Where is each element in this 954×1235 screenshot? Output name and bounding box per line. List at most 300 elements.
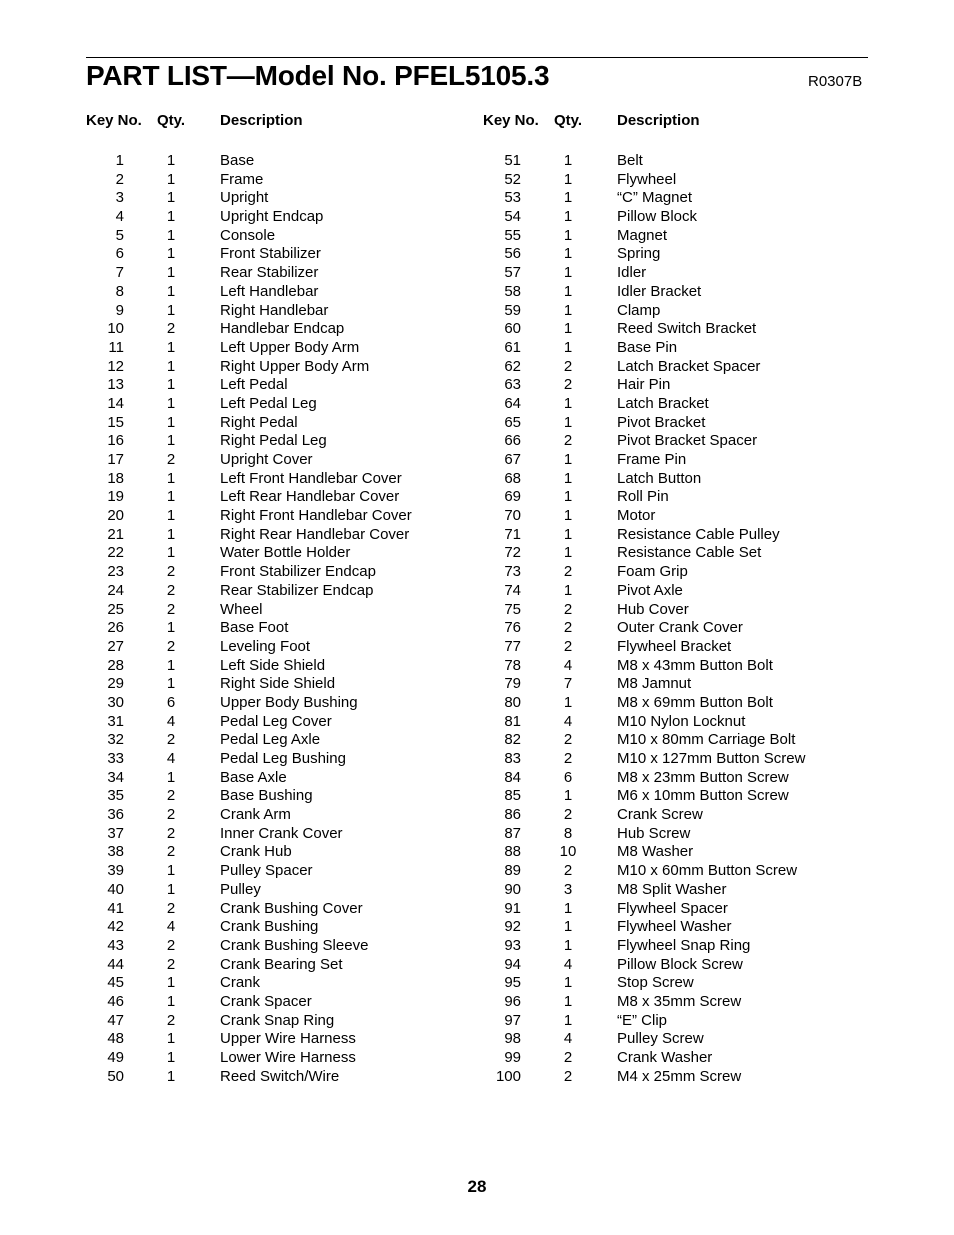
key-no-header: Key No. [86,112,142,129]
part-description: Crank Spacer [220,992,312,1010]
part-description: “E” Clip [617,1011,668,1029]
part-qty: 4 [166,712,176,730]
part-qty: 1 [563,469,573,487]
part-description: Flywheel Snap Ring [617,936,751,954]
part-key-no: 90 [504,880,521,898]
part-qty: 2 [166,824,176,842]
part-key-no: 27 [107,637,124,655]
part-qty: 10 [559,843,577,861]
part-qty: 2 [166,637,176,655]
description-header: Description [617,112,700,129]
part-qty: 2 [563,563,573,581]
part-description: Resistance Cable Set [617,544,762,562]
part-description: Hub Screw [617,824,691,842]
part-qty: 1 [166,189,176,207]
part-key-no: 80 [504,693,521,711]
part-description: Frame [220,170,264,188]
part-description: Pulley [220,880,261,898]
part-description: Rear Stabilizer [220,264,319,282]
part-key-no: 61 [504,338,521,356]
part-description: Hair Pin [617,376,671,394]
part-key-no: 56 [504,245,521,263]
part-key-no: 8 [115,282,124,300]
part-description: Front Stabilizer Endcap [220,563,376,581]
part-key-no: 68 [504,469,521,487]
part-key-no: 74 [504,581,521,599]
part-description: M8 x 43mm Button Bolt [617,656,773,674]
part-key-no: 86 [504,806,521,824]
part-key-no: 14 [107,394,124,412]
part-key-no: 72 [504,544,521,562]
part-qty: 1 [563,507,573,525]
part-description: Upper Wire Harness [220,1030,356,1048]
part-description: M10 x 127mm Button Screw [617,750,806,767]
part-qty: 1 [166,488,176,506]
part-description: Flywheel Spacer [617,899,728,917]
part-description: Left Front Handlebar Cover [220,469,402,487]
part-qty: 8 [563,824,573,842]
part-description: Pedal Leg Cover [220,712,332,730]
part-qty: 4 [563,1030,573,1048]
part-key-no: 69 [504,488,521,506]
part-description: Inner Crank Cover [220,824,343,842]
part-description: Crank Snap Ring [220,1011,335,1029]
part-key-no: 52 [504,170,521,188]
part-description: Latch Button [617,469,702,487]
part-key-no: 2 [115,170,124,188]
part-qty: 4 [563,656,573,674]
part-key-no: 75 [504,600,521,618]
qty-header: Qty. [157,112,186,129]
part-key-no: 26 [107,619,124,637]
part-key-no: 85 [504,787,521,805]
part-qty: 1 [166,413,176,431]
part-qty: 1 [563,992,573,1010]
part-description: Latch Bracket [617,394,709,412]
part-key-no: 73 [504,563,521,581]
part-qty: 1 [166,974,176,992]
part-qty: 1 [166,264,176,282]
part-qty: 2 [166,899,176,917]
part-description: Front Stabilizer [220,245,321,263]
part-description: M8 Washer [617,843,694,861]
part-qty: 2 [563,600,573,618]
part-qty: 1 [563,320,573,338]
part-key-no: 3 [115,189,124,207]
part-description: Pivot Axle [617,581,683,599]
part-qty: 1 [563,918,573,936]
part-qty: 1 [563,152,573,169]
part-key-no: 41 [107,899,124,917]
part-qty: 1 [563,1011,573,1029]
part-key-no: 54 [504,208,521,226]
part-key-no: 6 [115,245,124,263]
part-qty: 2 [563,619,573,637]
part-description: Upright Endcap [220,208,324,226]
part-qty: 1 [563,394,573,412]
part-description: Right Rear Handlebar Cover [220,525,410,543]
part-description: Crank Washer [617,1049,713,1066]
part-description: Right Upper Body Arm [220,357,370,375]
part-key-no: 87 [504,824,521,842]
part-key-no: 43 [107,936,124,954]
part-key-no: 78 [504,656,521,674]
part-key-no: 38 [107,843,124,861]
part-description: Crank Hub [220,843,292,861]
part-description: Idler [617,264,647,282]
part-description: Idler Bracket [617,282,702,300]
part-key-no: 39 [107,862,124,880]
part-key-no: 21 [107,525,124,543]
part-description: Right Handlebar [220,301,329,319]
part-key-no: 95 [504,974,521,992]
part-qty: 1 [166,282,176,300]
part-description: Right Pedal [220,413,298,431]
part-description: Upper Body Bushing [220,693,358,711]
part-key-no: 62 [504,357,521,375]
part-qty: 1 [166,1067,176,1085]
part-key-no: 91 [504,899,521,917]
part-key-no: 20 [107,507,124,525]
part-qty: 2 [166,955,176,973]
part-description: Pivot Bracket [617,413,706,431]
part-key-no: 58 [504,282,521,300]
part-description: Wheel [220,600,263,618]
part-qty: 1 [166,152,176,169]
part-qty: 1 [166,226,176,244]
part-key-no: 92 [504,918,521,936]
part-description: Upright Cover [220,451,313,468]
part-qty: 1 [166,992,176,1010]
part-qty: 1 [563,282,573,300]
part-description: M6 x 10mm Button Screw [617,787,789,805]
part-key-no: 93 [504,936,521,954]
part-qty: 1 [563,544,573,562]
part-description: Water Bottle Holder [220,544,351,562]
part-description: Pillow Block Screw [617,955,743,973]
part-description: Base Axle [220,768,287,786]
part-qty: 1 [166,357,176,375]
part-qty: 1 [166,338,176,356]
part-description: Flywheel Bracket [617,637,732,655]
part-qty: 1 [166,208,176,226]
part-description: Flywheel Washer [617,918,732,936]
part-qty: 1 [166,880,176,898]
part-qty: 1 [563,170,573,188]
part-key-no: 66 [504,432,521,450]
part-qty: 1 [166,544,176,562]
part-key-no: 37 [107,824,124,842]
part-qty: 2 [166,563,176,581]
part-qty: 1 [166,525,176,543]
part-key-no: 50 [107,1067,124,1085]
part-qty: 2 [563,750,573,767]
part-qty: 2 [166,600,176,618]
part-description: Handlebar Endcap [220,320,345,338]
part-description: Base Bushing [220,787,313,805]
top-rule [86,57,868,58]
part-qty: 2 [166,320,176,338]
part-description: Magnet [617,226,668,244]
part-key-no: 77 [504,637,521,655]
part-description: M8 x 35mm Screw [617,992,742,1010]
part-key-no: 1 [115,152,124,169]
part-qty: 2 [563,1049,573,1066]
part-qty: 1 [563,488,573,506]
part-qty: 4 [563,955,573,973]
part-description: M8 Split Washer [617,880,727,898]
part-description: M10 x 80mm Carriage Bolt [617,731,796,749]
part-qty: 1 [166,469,176,487]
part-key-no: 88 [504,843,521,861]
part-key-no: 49 [107,1049,124,1066]
part-qty: 1 [166,1049,176,1066]
qty-header: Qty. [554,112,583,129]
part-qty: 2 [166,806,176,824]
part-qty: 1 [563,413,573,431]
part-description: Crank [220,974,261,992]
page-title: PART LIST—Model No. PFEL5105.3 [86,60,550,91]
part-description: Foam Grip [617,563,688,581]
part-key-no: 55 [504,226,521,244]
part-key-no: 34 [107,768,124,786]
part-qty: 1 [563,974,573,992]
part-qty: 4 [166,918,176,936]
part-key-no: 98 [504,1030,521,1048]
part-qty: 1 [166,619,176,637]
part-key-no: 16 [107,432,124,450]
part-qty: 1 [563,525,573,543]
part-qty: 1 [166,768,176,786]
part-qty: 1 [166,1030,176,1048]
part-key-no: 40 [107,880,124,898]
part-description: M10 x 60mm Button Screw [617,862,798,880]
part-qty: 1 [563,208,573,226]
part-qty: 1 [563,451,573,468]
part-qty: 6 [166,693,176,711]
part-qty: 2 [166,787,176,805]
part-qty: 1 [563,936,573,954]
key-no-header: Key No. [483,112,539,129]
part-description: Leveling Foot [220,637,311,655]
part-key-no: 24 [107,581,124,599]
part-description: M8 x 69mm Button Bolt [617,693,773,711]
part-description: Roll Pin [617,488,669,506]
part-qty: 2 [563,637,573,655]
part-description: Pivot Bracket Spacer [617,432,758,450]
part-qty: 1 [166,245,176,263]
part-description: Base Pin [617,338,678,356]
part-description: Crank Bearing Set [220,955,343,973]
part-key-no: 47 [107,1011,124,1029]
part-key-no: 23 [107,563,124,581]
part-description: Console [220,226,276,244]
part-key-no: 30 [107,693,124,711]
part-key-no: 45 [107,974,124,992]
part-qty: 2 [166,451,176,468]
part-key-no: 64 [504,394,521,412]
part-key-no: 7 [115,264,124,282]
part-key-no: 89 [504,862,521,880]
part-key-no: 65 [504,413,521,431]
part-key-no: 33 [107,750,124,767]
part-description: Crank Bushing [220,918,319,936]
part-key-no: 12 [107,357,124,375]
part-description: “C” Magnet [617,189,693,207]
part-key-no: 99 [504,1049,521,1066]
part-key-no: 29 [107,675,124,693]
part-qty: 1 [166,507,176,525]
part-key-no: 53 [504,189,521,207]
part-description: Left Pedal Leg [220,394,317,412]
part-key-no: 46 [107,992,124,1010]
document-code: R0307B [808,73,863,90]
page-number: 28 [467,1177,487,1196]
part-key-no: 35 [107,787,124,805]
part-qty: 2 [563,432,573,450]
part-qty: 1 [563,787,573,805]
part-description: Left Side Shield [220,656,326,674]
part-description: Upright [220,189,269,207]
part-key-no: 83 [504,750,521,767]
part-key-no: 57 [504,264,521,282]
part-key-no: 70 [504,507,521,525]
part-description: M10 Nylon Locknut [617,712,746,730]
part-qty: 1 [166,394,176,412]
part-qty: 1 [563,301,573,319]
part-qty: 2 [563,862,573,880]
part-qty: 7 [563,675,573,693]
part-key-no: 9 [115,301,124,319]
part-description: Crank Bushing Sleeve [220,936,369,954]
part-key-no: 18 [107,469,124,487]
part-key-no: 32 [107,731,124,749]
part-description: Left Handlebar [220,282,319,300]
part-qty: 2 [166,1011,176,1029]
part-description: Left Rear Handlebar Cover [220,488,400,506]
part-description: Resistance Cable Pulley [617,525,780,543]
description-header: Description [220,112,303,129]
part-qty: 1 [166,656,176,674]
part-qty: 1 [166,376,176,394]
part-qty: 2 [563,357,573,375]
part-qty: 6 [563,768,573,786]
part-description: Motor [617,507,656,525]
part-key-no: 94 [504,955,521,973]
part-description: Lower Wire Harness [220,1049,356,1066]
part-key-no: 79 [504,675,521,693]
part-qty: 1 [166,675,176,693]
part-qty: 1 [166,862,176,880]
part-key-no: 100 [495,1067,521,1085]
part-description: M4 x 25mm Screw [617,1067,742,1085]
part-description: Latch Bracket Spacer [617,357,761,375]
part-key-no: 13 [107,376,124,394]
part-qty: 1 [563,189,573,207]
part-description: Pulley Spacer [220,862,313,880]
part-key-no: 15 [107,413,124,431]
part-qty: 1 [166,170,176,188]
part-description: Base Foot [220,619,289,637]
part-qty: 2 [563,1067,573,1085]
part-key-no: 67 [504,451,521,468]
part-description: Flywheel [617,170,677,188]
part-qty: 2 [166,581,176,599]
part-description: Clamp [617,301,661,319]
part-description: Frame Pin [617,451,687,468]
part-qty: 2 [563,376,573,394]
part-key-no: 17 [107,451,124,468]
part-key-no: 59 [504,301,521,319]
part-description: Rear Stabilizer Endcap [220,581,374,599]
part-qty: 1 [563,226,573,244]
part-qty: 1 [563,264,573,282]
part-key-no: 42 [107,918,124,936]
part-description: Hub Cover [617,600,689,618]
part-qty: 1 [563,693,573,711]
part-key-no: 5 [115,226,124,244]
part-key-no: 97 [504,1011,521,1029]
part-description: Spring [617,245,661,263]
part-key-no: 84 [504,768,521,786]
part-description: Pedal Leg Axle [220,731,321,749]
part-description: Left Upper Body Arm [220,338,360,356]
part-description: Crank Screw [617,806,703,824]
part-description: Right Pedal Leg [220,432,327,450]
part-key-no: 10 [107,320,124,338]
part-qty: 1 [563,899,573,917]
part-description: Pillow Block [617,208,698,226]
part-description: Crank Bushing Cover [220,899,363,917]
part-qty: 4 [166,750,176,767]
part-description: Belt [617,152,643,169]
part-key-no: 51 [504,152,521,169]
part-description: Pulley Screw [617,1030,704,1048]
part-key-no: 81 [504,712,521,730]
part-key-no: 19 [107,488,124,506]
part-description: Base [220,152,255,169]
part-key-no: 60 [504,320,521,338]
part-description: Crank Arm [220,806,291,824]
part-description: Reed Switch Bracket [617,320,757,338]
part-key-no: 96 [504,992,521,1010]
part-description: Right Front Handlebar Cover [220,507,412,525]
part-key-no: 44 [107,955,124,973]
part-qty: 1 [166,301,176,319]
part-key-no: 22 [107,544,124,562]
part-key-no: 76 [504,619,521,637]
part-key-no: 48 [107,1030,124,1048]
part-description: Pedal Leg Bushing [220,750,346,767]
part-description: M8 x 23mm Button Screw [617,768,789,786]
part-key-no: 63 [504,376,521,394]
part-qty: 1 [166,432,176,450]
part-description: M8 Jamnut [617,675,692,693]
part-key-no: 11 [108,338,124,356]
part-key-no: 36 [107,806,124,824]
part-key-no: 25 [107,600,124,618]
part-description: Stop Screw [617,974,694,992]
part-qty: 1 [563,338,573,356]
part-qty: 2 [563,731,573,749]
part-key-no: 28 [107,656,124,674]
part-key-no: 82 [504,731,521,749]
part-key-no: 4 [115,208,124,226]
part-qty: 1 [563,581,573,599]
part-qty: 4 [563,712,573,730]
part-qty: 3 [563,880,573,898]
part-description: Left Pedal [220,376,288,394]
